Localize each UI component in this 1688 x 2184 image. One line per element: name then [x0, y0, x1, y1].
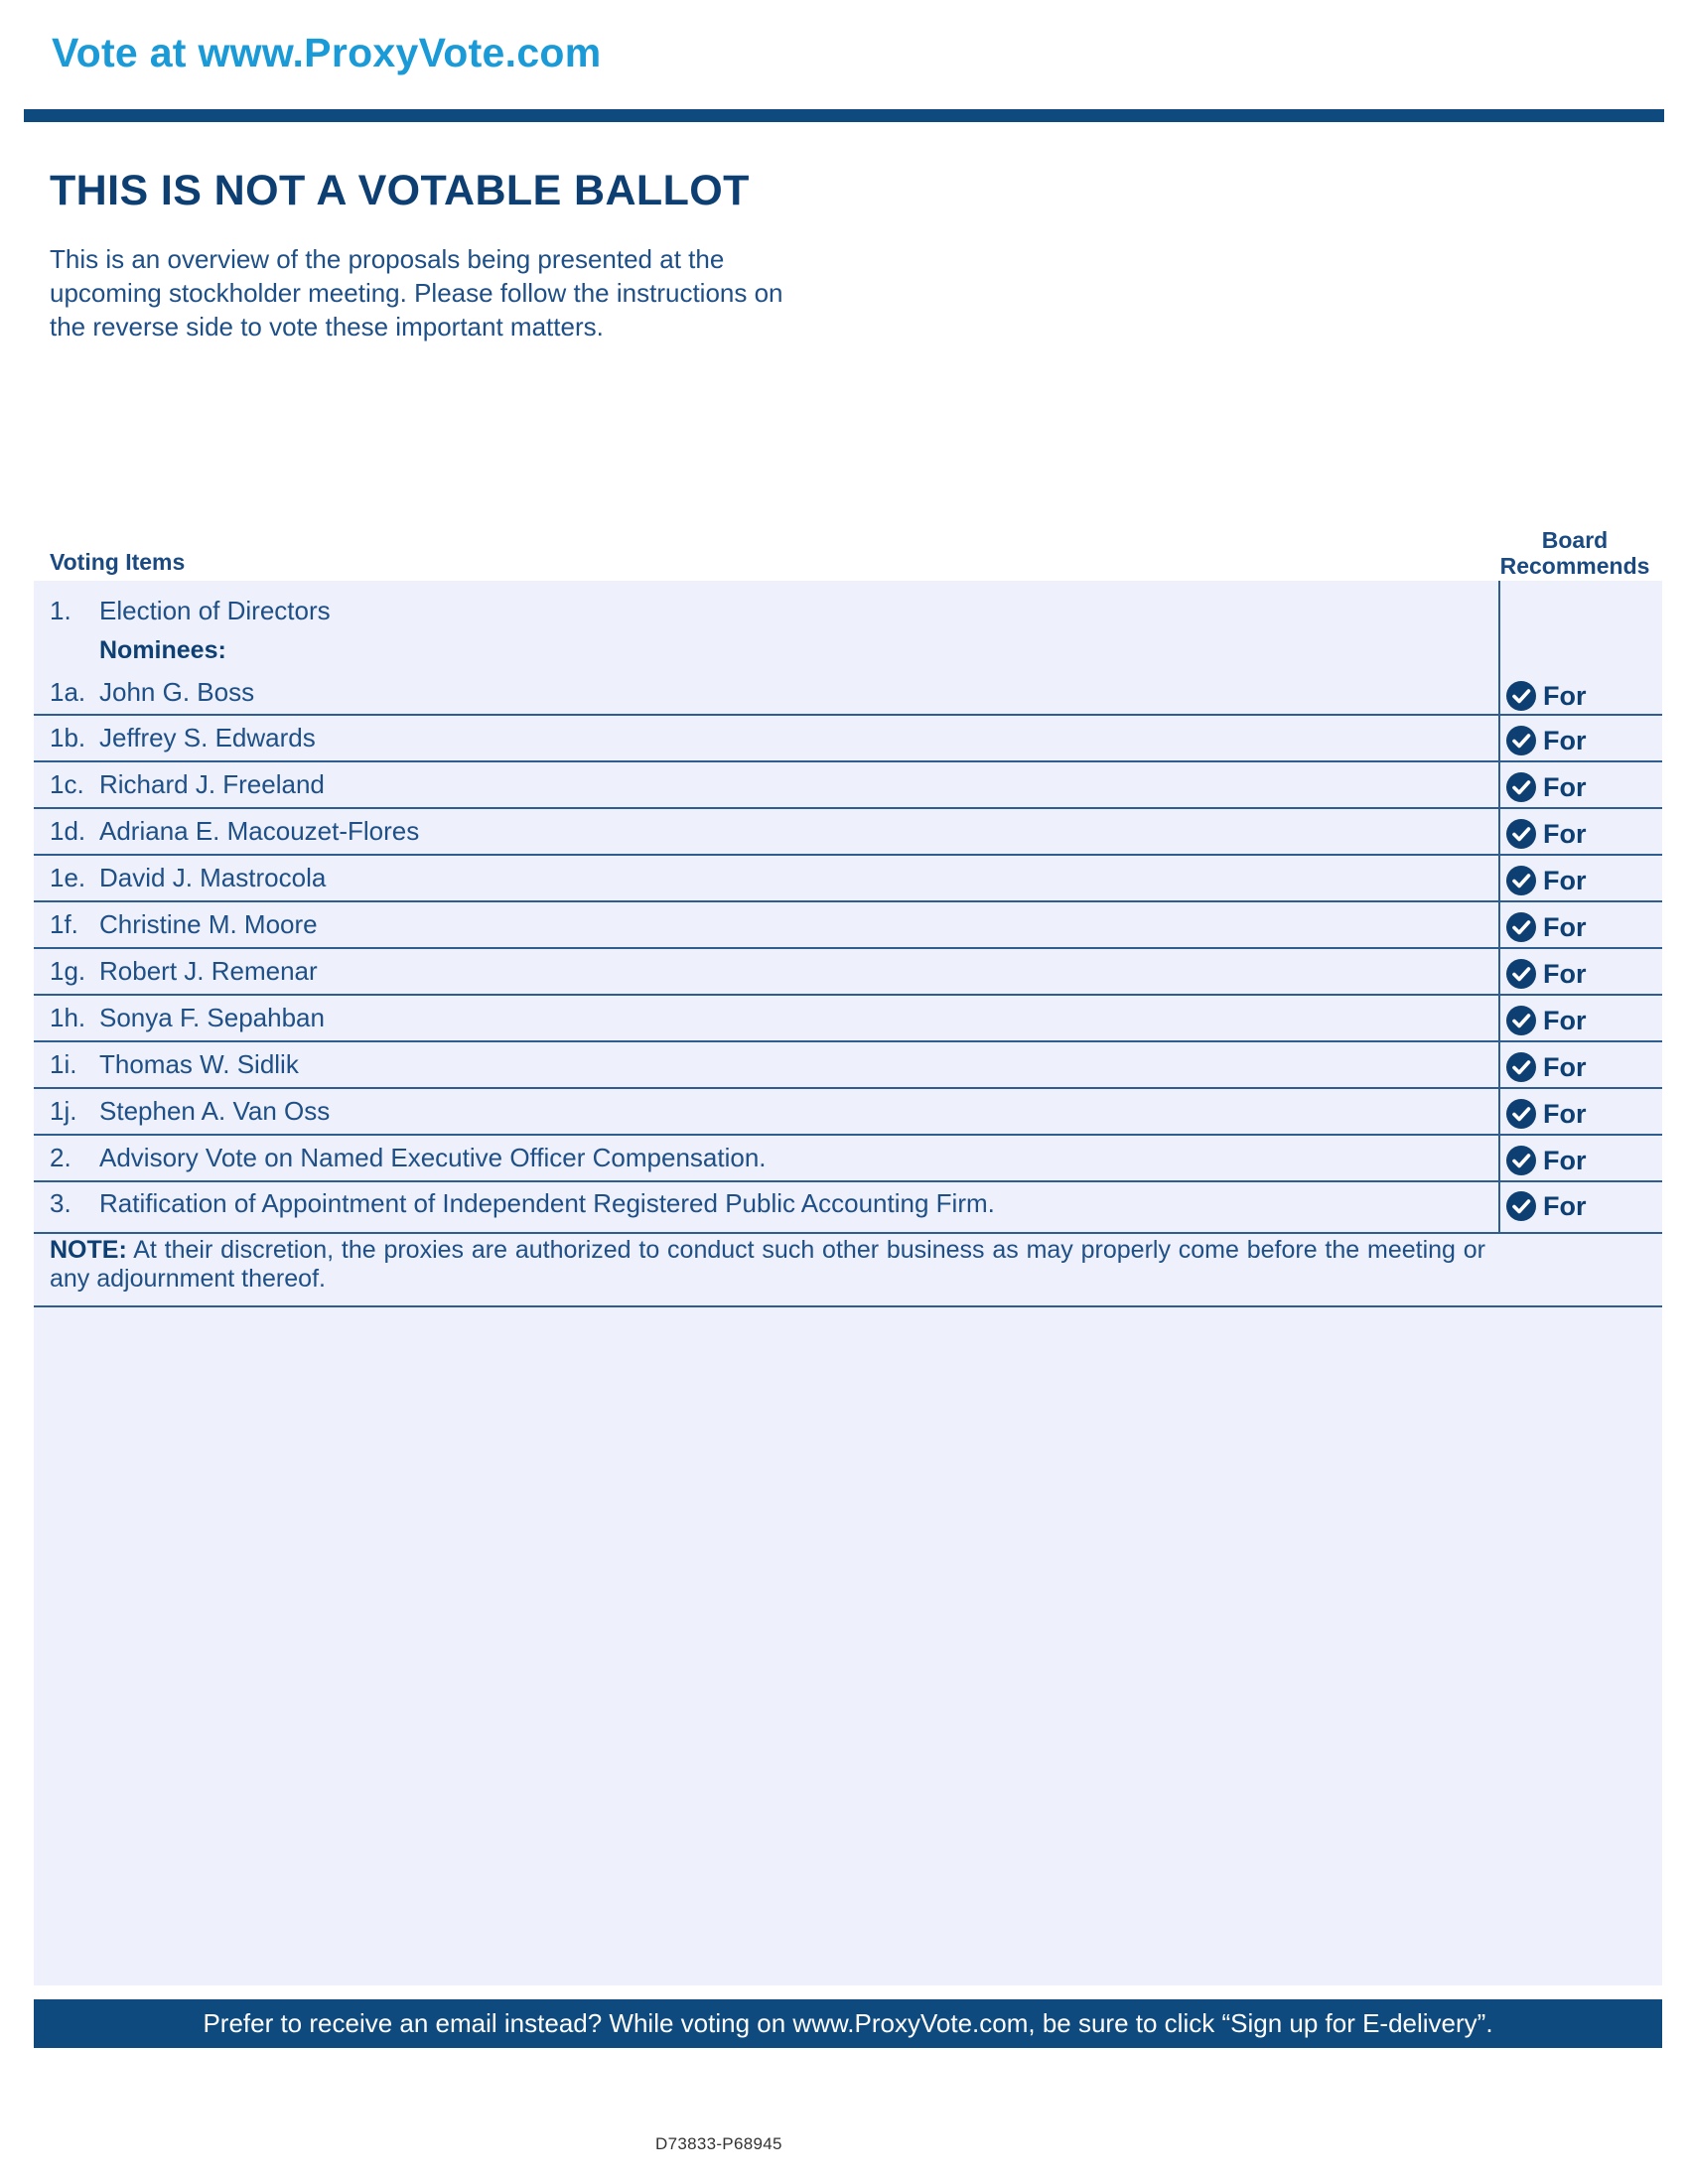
recommendation-label: For: [1543, 1005, 1587, 1035]
row-divider: [34, 714, 1662, 716]
recommendation-cell: [1503, 1144, 1662, 1177]
recommendation-label: For: [1543, 1051, 1587, 1082]
row-label: Sonya F. Sepahban: [99, 1003, 325, 1032]
check-circle-icon: [1505, 1098, 1537, 1130]
check-circle-icon: [1505, 865, 1537, 896]
check-circle-icon: [1505, 771, 1537, 803]
note-paragraph: [50, 1236, 1485, 1294]
note-divider: [34, 1305, 1662, 1307]
board-label-line-1: Board: [1541, 527, 1609, 553]
row-label: Advisory Vote on Named Executive Officer Compensation.: [99, 1143, 767, 1172]
intro-paragraph: [50, 242, 844, 343]
voting-items-header: Voting Items: [50, 549, 186, 575]
row-divider: [34, 1180, 1662, 1182]
recommendation-label: For: [1543, 958, 1587, 989]
recommendation-cell: [1503, 1050, 1662, 1084]
row-number: 2.: [50, 1143, 71, 1172]
row-number: 1b.: [50, 723, 86, 752]
row-divider: [34, 1087, 1662, 1089]
intro-line-1: This is an overview of the proposals being presented at the: [50, 244, 725, 274]
check-circle-icon: [1505, 1005, 1537, 1036]
check-circle-icon: [1505, 1190, 1537, 1222]
recommendation-cell: [1503, 957, 1662, 991]
row-label: David J. Mastrocola: [99, 863, 327, 892]
intro-line-2: upcoming stockholder meeting. Please follow the instructions on: [50, 278, 783, 308]
row-divider: [34, 760, 1662, 762]
check-circle-icon: [1505, 680, 1537, 712]
row-number: 1h.: [50, 1003, 86, 1032]
recommendation-label: For: [1543, 911, 1587, 942]
intro-line-3: the reverse side to vote these important matters.: [50, 312, 604, 341]
row-number: 3.: [50, 1188, 71, 1218]
recommendation-cell: [1503, 817, 1662, 851]
recommendation-cell: [1503, 1189, 1662, 1223]
row-number: 1c.: [50, 769, 84, 799]
row-number: 1i.: [50, 1049, 77, 1079]
row-number: 1g.: [50, 956, 86, 986]
row-number: 1f.: [50, 909, 78, 939]
board-label-line-2: Recommends: [1499, 553, 1650, 579]
row-number: 1e.: [50, 863, 86, 892]
nominees-label: Nominees:: [99, 636, 226, 664]
recommendation-cell: [1503, 1097, 1662, 1131]
recommendation-label: For: [1543, 1098, 1587, 1129]
recommendation-cell: [1503, 770, 1662, 804]
recommendation-cell: [1503, 1004, 1662, 1037]
proxyvote-header-link[interactable]: Vote at www.ProxyVote.com: [52, 30, 602, 75]
edelivery-banner-text: Prefer to receive an email instead? While voting on www.ProxyVote.com, be sure to click “Sign up for E-delivery”.: [203, 2008, 1493, 2038]
row-number: 1j.: [50, 1096, 77, 1126]
row-divider: [34, 854, 1662, 856]
row-label: Thomas W. Sidlik: [99, 1049, 299, 1079]
board-recommends-header: [1485, 527, 1664, 579]
row-label: Jeffrey S. Edwards: [99, 723, 316, 752]
check-circle-icon: [1505, 958, 1537, 990]
row-divider: [34, 947, 1662, 949]
recommendation-label: For: [1543, 1145, 1587, 1175]
row-label: Richard J. Freeland: [99, 769, 325, 799]
row-divider: [34, 807, 1662, 809]
header-rule: [24, 109, 1664, 122]
recommendation-cell: [1503, 910, 1662, 944]
row-number: 1a.: [50, 677, 86, 707]
check-circle-icon: [1505, 911, 1537, 943]
election-number: 1.: [50, 596, 71, 625]
note-text: At their discretion, the proxies are authorized to conduct such other business as may properly come before the meeting or any adjournment thereof.: [50, 1236, 1485, 1293]
recommendation-label: For: [1543, 865, 1587, 895]
document-code: D73833-P68945: [655, 2134, 782, 2153]
edelivery-banner: [34, 1999, 1662, 2048]
page-title: THIS IS NOT A VOTABLE BALLOT: [50, 167, 750, 214]
recommendation-cell: [1503, 724, 1662, 757]
check-circle-icon: [1505, 725, 1537, 756]
note-label: NOTE:: [50, 1236, 127, 1264]
row-label: John G. Boss: [99, 677, 255, 707]
row-divider: [34, 1134, 1662, 1136]
recommendation-label: For: [1543, 680, 1587, 711]
row-label: Stephen A. Van Oss: [99, 1096, 331, 1126]
row-label: Ratification of Appointment of Independent Registered Public Accounting Firm.: [99, 1188, 995, 1218]
check-circle-icon: [1505, 818, 1537, 850]
row-label: Robert J. Remenar: [99, 956, 318, 986]
row-divider: [34, 1040, 1662, 1042]
row-divider: [34, 994, 1662, 996]
row-divider: [34, 900, 1662, 902]
recommendation-label: For: [1543, 771, 1587, 802]
check-circle-icon: [1505, 1145, 1537, 1176]
recommendation-label: For: [1543, 818, 1587, 849]
recommendation-cell: [1503, 679, 1662, 713]
recommendation-cell: [1503, 864, 1662, 897]
recommendation-label: For: [1543, 1190, 1587, 1221]
row-number: 1d.: [50, 816, 86, 846]
row-label: Adriana E. Macouzet-Flores: [99, 816, 420, 846]
check-circle-icon: [1505, 1051, 1537, 1083]
recommendation-label: For: [1543, 725, 1587, 755]
row-divider: [34, 1232, 1662, 1234]
row-label: Christine M. Moore: [99, 909, 318, 939]
election-label: Election of Directors: [99, 596, 331, 625]
